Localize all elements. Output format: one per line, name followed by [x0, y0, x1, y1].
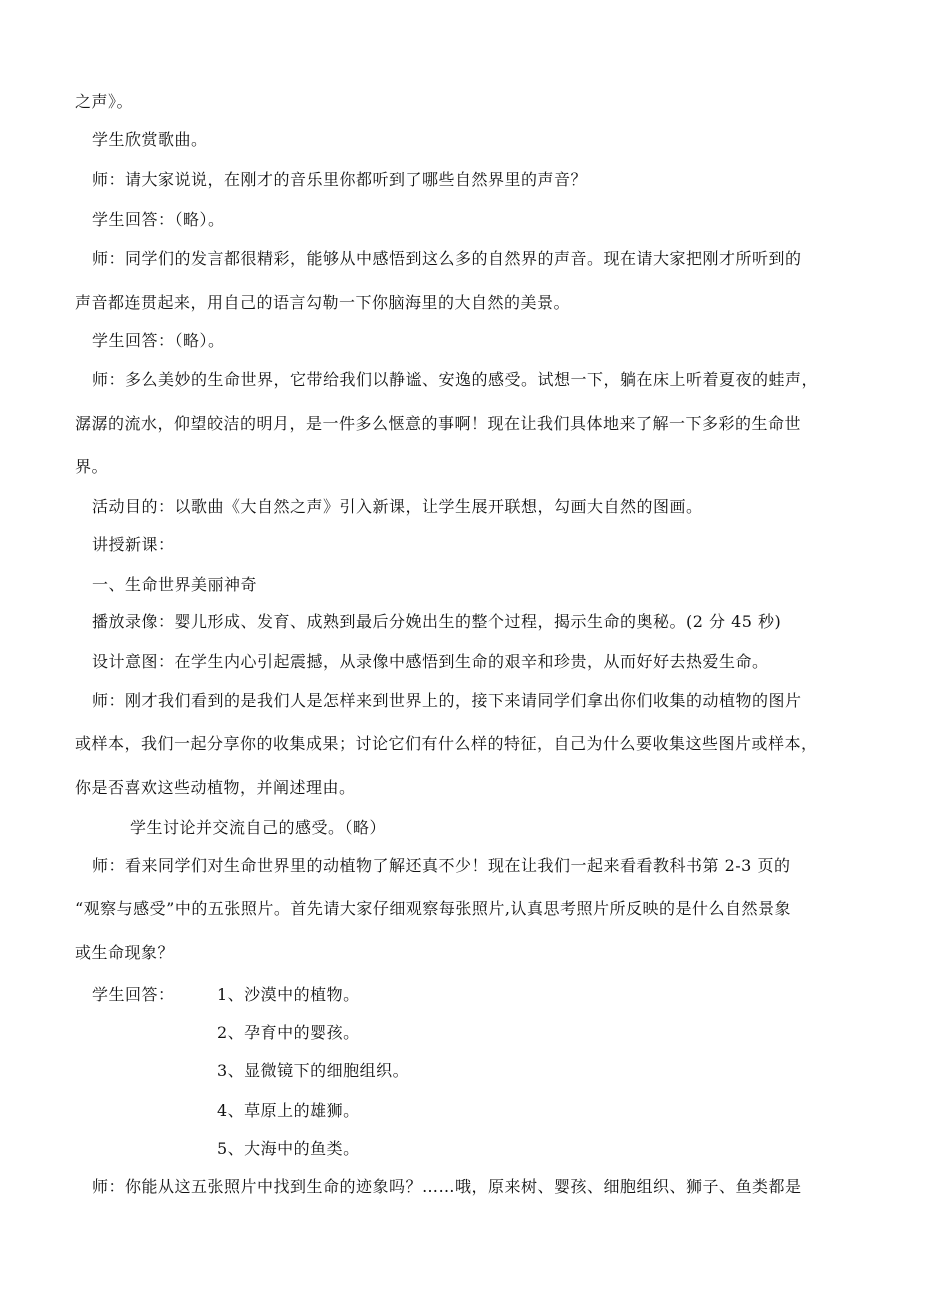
text-line: 你是否喜欢这些动植物，并阐述理由。: [75, 778, 356, 797]
section-heading: 讲授新课：: [92, 535, 175, 554]
text-line: 师：多么美妙的生命世界，它带给我们以静谧、安逸的感受。试想一下，躺在床上听着夏夜的蛙声，: [92, 370, 819, 389]
text-line: 师：你能从这五张照片中找到生命的迹象吗？……哦，原来树、婴孩、细胞组织、狮子、鱼类都是: [92, 1177, 802, 1196]
answer-label: 学生回答：: [92, 985, 175, 1004]
answer-item: 5、大海中的鱼类。: [217, 1139, 360, 1158]
text-line: 学生回答：（略）。: [92, 210, 225, 229]
text-line: 学生欣赏歌曲。: [92, 130, 208, 149]
answer-item: 3、显微镜下的细胞组织。: [217, 1061, 410, 1080]
answer-item: 2、孕育中的婴孩。: [217, 1023, 360, 1042]
text-line: 潺潺的流水，仰望皎洁的明月，是一件多么惬意的事啊！现在让我们具体地来了解一下多彩的生命世: [75, 414, 802, 433]
text-line: 师：刚才我们看到的是我们人是怎样来到世界上的，接下来请同学们拿出你们收集的动植物的图片: [92, 691, 802, 710]
text-line: 之声》。: [75, 92, 134, 111]
text-line: 设计意图：在学生内心引起震撼，从录像中感悟到生命的艰辛和珍贵，从而好好去热爱生命。: [92, 652, 769, 671]
text-line: 师：请大家说说，在刚才的音乐里你都听到了哪些自然界里的声音？: [92, 170, 588, 189]
text-line: 师：看来同学们对生命世界里的动植物了解还真不少！现在让我们一起来看看教科书第 2-3 页的: [92, 856, 791, 875]
text-line: 播放录像：婴儿形成、发育、成熟到最后分娩出生的整个过程，揭示生命的奥秘。(2 分 45 秒): [92, 612, 782, 631]
text-line: 学生讨论并交流自己的感受。（略）: [130, 818, 387, 837]
text-line: 界。: [75, 457, 109, 476]
section-heading: 一、生命世界美丽神奇: [92, 575, 258, 594]
text-line: 或样本，我们一起分享你的收集成果；讨论它们有什么样的特征，自己为什么要收集这些图片或样本，: [75, 734, 818, 753]
text-line: 师：同学们的发言都很精彩，能够从中感悟到这么多的自然界的声音。现在请大家把刚才所听到的: [92, 249, 802, 268]
text-line: 学生回答：（略）。: [92, 331, 225, 350]
answer-item: 4、草原上的雄狮。: [217, 1101, 360, 1120]
text-line: “观察与感受”中的五张照片。首先请大家仔细观察每张照片,认真思考照片所反映的是什么自然景象: [75, 899, 791, 918]
text-line: 或生命现象？: [75, 943, 175, 962]
text-line: 声音都连贯起来，用自己的语言勾勒一下你脑海里的大自然的美景。: [75, 293, 571, 312]
answer-item: 1、沙漠中的植物。: [217, 985, 360, 1004]
text-line: 活动目的：以歌曲《大自然之声》引入新课，让学生展开联想，勾画大自然的图画。: [92, 497, 703, 516]
